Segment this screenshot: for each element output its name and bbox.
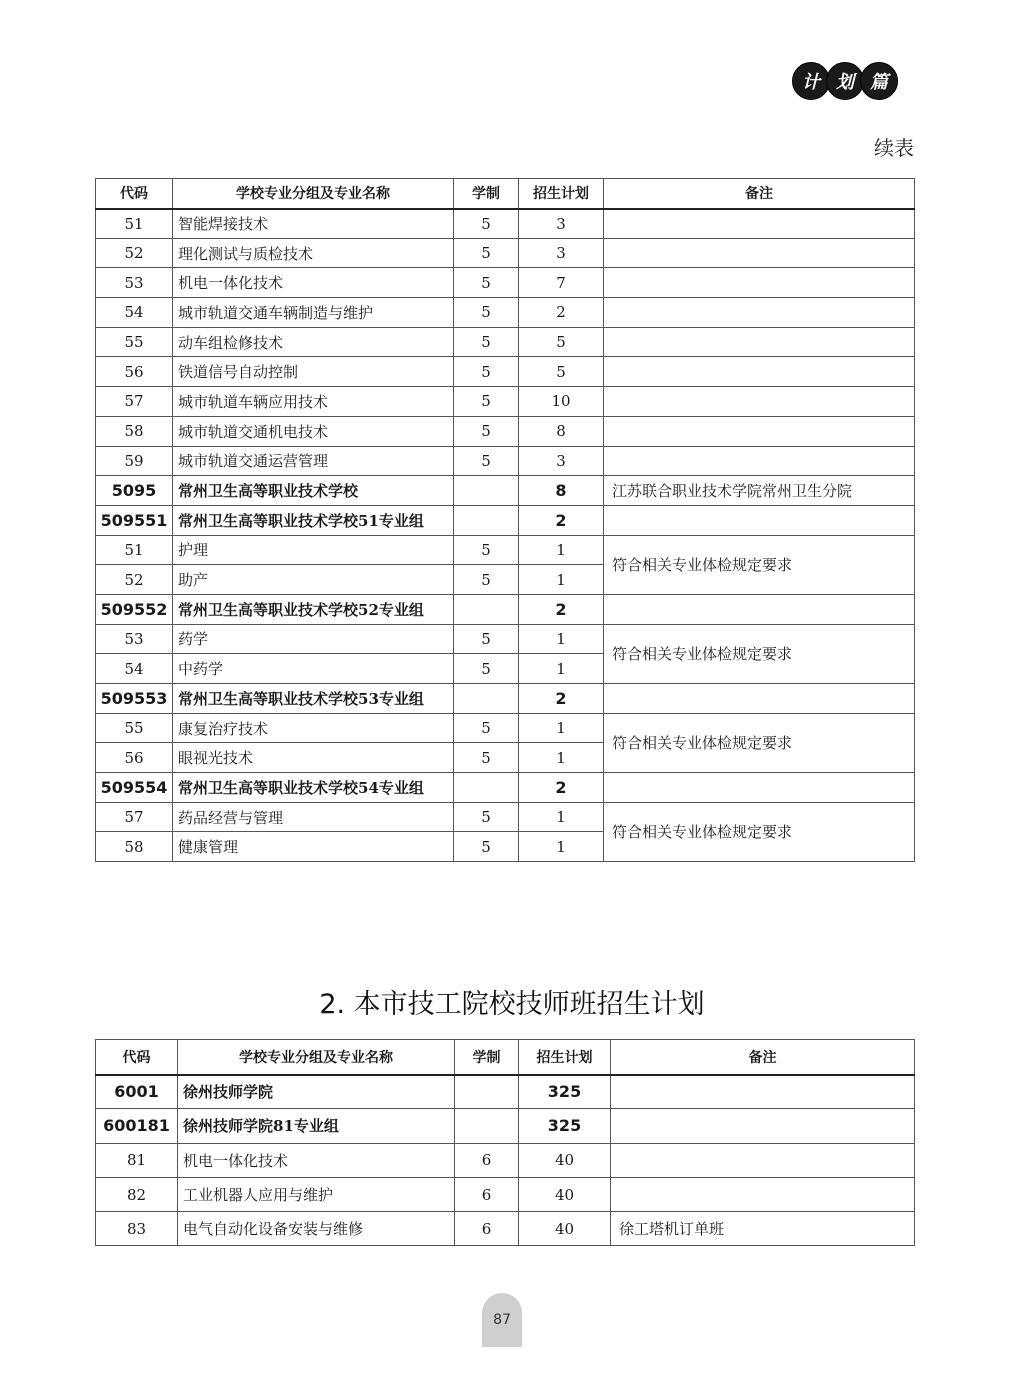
row-note [604, 298, 915, 328]
col-header-code: 代码 [96, 179, 173, 209]
col-header-plan: 招生计划 [519, 1040, 611, 1075]
row-plan: 1 [519, 743, 604, 773]
row-years [454, 594, 519, 624]
row-name: 健康管理 [173, 832, 454, 862]
row-name: 康复治疗技术 [173, 713, 454, 743]
row-plan: 2 [519, 773, 604, 803]
row-code: 56 [96, 357, 173, 387]
row-code: 53 [96, 624, 173, 654]
table-row [96, 535, 915, 565]
row-note: 符合相关专业体检规定要求 [604, 802, 915, 861]
table-header-row [96, 1040, 915, 1075]
row-plan: 2 [519, 505, 604, 535]
row-note [604, 357, 915, 387]
row-note [604, 268, 915, 298]
enrollment-table-2 [95, 1039, 915, 1246]
row-years: 6 [455, 1143, 519, 1177]
row-code: 51 [96, 209, 173, 239]
row-years [455, 1075, 519, 1109]
row-name: 机电一体化技术 [173, 268, 454, 298]
row-note: 符合相关专业体检规定要求 [604, 535, 915, 594]
row-name: 城市轨道交通车辆制造与维护 [173, 298, 454, 328]
row-note [604, 238, 915, 268]
row-name: 常州卫生高等职业技术学校 [173, 476, 454, 506]
enrollment-table-1 [95, 178, 915, 862]
table-row [96, 298, 915, 328]
row-code: 509552 [96, 594, 173, 624]
row-years: 5 [454, 298, 519, 328]
row-code: 509554 [96, 773, 173, 803]
row-years [454, 684, 519, 714]
row-code: 51 [96, 535, 173, 565]
row-code: 52 [96, 565, 173, 595]
col-header-code: 代码 [96, 1040, 178, 1075]
row-name: 药品经营与管理 [173, 802, 454, 832]
row-years [454, 476, 519, 506]
table-row [96, 416, 915, 446]
row-plan: 1 [519, 565, 604, 595]
row-plan: 3 [519, 446, 604, 476]
table-row [96, 1177, 915, 1211]
table-row [96, 1143, 915, 1177]
row-name: 工业机器人应用与维护 [178, 1177, 455, 1211]
row-name: 常州卫生高等职业技术学校51专业组 [173, 505, 454, 535]
row-name: 机电一体化技术 [178, 1143, 455, 1177]
row-plan: 1 [519, 624, 604, 654]
logo-char: 计 [792, 62, 830, 100]
row-name: 药学 [173, 624, 454, 654]
row-code: 54 [96, 298, 173, 328]
col-header-plan: 招生计划 [519, 179, 604, 209]
row-name: 眼视光技术 [173, 743, 454, 773]
row-name: 助产 [173, 565, 454, 595]
logo-char: 划 [826, 62, 864, 100]
section-title: 2. 本市技工院校技师班招生计划 [319, 989, 705, 1020]
row-code: 509551 [96, 505, 173, 535]
row-note [611, 1143, 915, 1177]
col-header-name: 学校专业分组及专业名称 [173, 179, 454, 209]
table-row [96, 327, 915, 357]
group-row [96, 684, 915, 714]
row-code: 55 [96, 713, 173, 743]
row-years: 5 [454, 535, 519, 565]
school-row [96, 476, 915, 506]
row-name: 智能焊接技术 [173, 209, 454, 239]
continued-label: 续表 [874, 136, 914, 160]
row-years [454, 505, 519, 535]
row-name: 电气自动化设备安装与维修 [178, 1212, 455, 1246]
row-name: 徐州技师学院81专业组 [178, 1109, 455, 1143]
row-note: 符合相关专业体检规定要求 [604, 624, 915, 683]
col-header-note: 备注 [611, 1040, 915, 1075]
row-name: 徐州技师学院 [178, 1075, 455, 1109]
table-row [96, 802, 915, 832]
row-code: 83 [96, 1212, 178, 1246]
page-number: 87 [482, 1293, 522, 1347]
table-row [96, 624, 915, 654]
row-code: 509553 [96, 684, 173, 714]
row-plan: 1 [519, 832, 604, 862]
row-years: 5 [454, 743, 519, 773]
group-row [96, 505, 915, 535]
row-plan: 325 [519, 1075, 611, 1109]
row-note [611, 1075, 915, 1109]
row-years: 5 [454, 238, 519, 268]
table-row [96, 1212, 915, 1246]
row-years: 5 [454, 654, 519, 684]
row-plan: 5 [519, 327, 604, 357]
row-plan: 1 [519, 713, 604, 743]
row-plan: 2 [519, 298, 604, 328]
row-plan: 1 [519, 535, 604, 565]
row-code: 6001 [96, 1075, 178, 1109]
table-row [96, 209, 915, 239]
row-years: 5 [454, 832, 519, 862]
row-note [604, 505, 915, 535]
row-code: 59 [96, 446, 173, 476]
row-name: 城市轨道车辆应用技术 [173, 387, 454, 417]
row-name: 铁道信号自动控制 [173, 357, 454, 387]
table-row [96, 357, 915, 387]
row-code: 58 [96, 832, 173, 862]
row-plan: 8 [519, 416, 604, 446]
row-note: 符合相关专业体检规定要求 [604, 713, 915, 772]
row-years [454, 773, 519, 803]
row-years: 5 [454, 565, 519, 595]
row-plan: 40 [519, 1143, 611, 1177]
row-plan: 2 [519, 594, 604, 624]
row-code: 57 [96, 802, 173, 832]
row-note: 徐工塔机订单班 [611, 1212, 915, 1246]
logo-char: 篇 [860, 62, 898, 100]
group-row [96, 594, 915, 624]
row-years: 5 [454, 713, 519, 743]
row-note [604, 387, 915, 417]
row-years: 6 [455, 1177, 519, 1211]
row-name: 护理 [173, 535, 454, 565]
col-header-name: 学校专业分组及专业名称 [178, 1040, 455, 1075]
row-note [604, 684, 915, 714]
row-years: 5 [454, 209, 519, 239]
row-name: 常州卫生高等职业技术学校54专业组 [173, 773, 454, 803]
row-note [604, 594, 915, 624]
row-note: 江苏联合职业技术学院常州卫生分院 [604, 476, 915, 506]
row-plan: 7 [519, 268, 604, 298]
row-note [611, 1109, 915, 1143]
col-header-years: 学制 [454, 179, 519, 209]
table-header-row [96, 179, 915, 209]
row-plan: 40 [519, 1177, 611, 1211]
row-plan: 3 [519, 209, 604, 239]
row-code: 58 [96, 416, 173, 446]
row-code: 82 [96, 1177, 178, 1211]
row-code: 52 [96, 238, 173, 268]
row-plan: 325 [519, 1109, 611, 1143]
row-note [604, 209, 915, 239]
row-plan: 3 [519, 238, 604, 268]
row-code: 81 [96, 1143, 178, 1177]
row-years: 5 [454, 416, 519, 446]
table-row [96, 268, 915, 298]
row-code: 53 [96, 268, 173, 298]
row-plan: 10 [519, 387, 604, 417]
row-note [604, 773, 915, 803]
school-row [96, 1075, 915, 1109]
row-note [604, 327, 915, 357]
group-row [96, 1109, 915, 1143]
row-name: 理化测试与质检技术 [173, 238, 454, 268]
group-row [96, 773, 915, 803]
table-row [96, 387, 915, 417]
row-years: 5 [454, 268, 519, 298]
row-code: 57 [96, 387, 173, 417]
row-plan: 40 [519, 1212, 611, 1246]
table-row [96, 713, 915, 743]
row-code: 56 [96, 743, 173, 773]
row-years: 5 [454, 446, 519, 476]
row-plan: 2 [519, 684, 604, 714]
col-header-note: 备注 [604, 179, 915, 209]
row-note [604, 446, 915, 476]
row-years: 5 [454, 624, 519, 654]
row-code: 55 [96, 327, 173, 357]
row-years: 5 [454, 387, 519, 417]
row-note [604, 416, 915, 446]
row-code: 600181 [96, 1109, 178, 1143]
row-name: 常州卫生高等职业技术学校52专业组 [173, 594, 454, 624]
table-row [96, 446, 915, 476]
col-header-years: 学制 [455, 1040, 519, 1075]
row-plan: 8 [519, 476, 604, 506]
row-code: 5095 [96, 476, 173, 506]
row-name: 中药学 [173, 654, 454, 684]
row-name: 动车组检修技术 [173, 327, 454, 357]
row-years: 5 [454, 327, 519, 357]
row-name: 城市轨道交通运营管理 [173, 446, 454, 476]
row-name: 常州卫生高等职业技术学校53专业组 [173, 684, 454, 714]
row-plan: 1 [519, 802, 604, 832]
row-years: 5 [454, 802, 519, 832]
row-name: 城市轨道交通机电技术 [173, 416, 454, 446]
row-note [611, 1177, 915, 1211]
row-years: 6 [455, 1212, 519, 1246]
row-code: 54 [96, 654, 173, 684]
section-logo [796, 62, 898, 100]
row-plan: 5 [519, 357, 604, 387]
row-plan: 1 [519, 654, 604, 684]
table-row [96, 238, 915, 268]
row-years [455, 1109, 519, 1143]
row-years: 5 [454, 357, 519, 387]
